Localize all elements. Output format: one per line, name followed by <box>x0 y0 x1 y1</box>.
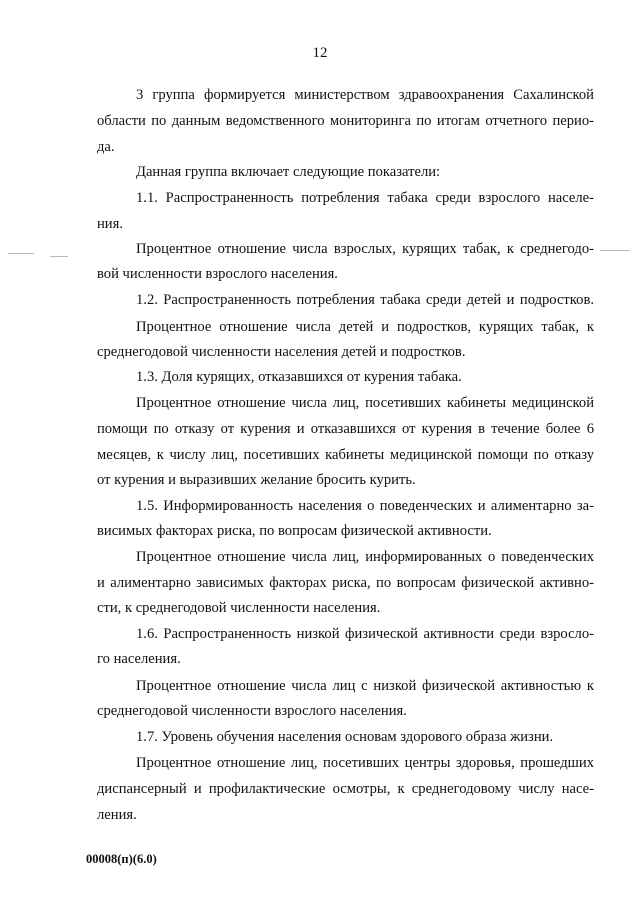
text-line: среднегодовой численности населения детей и подростков. <box>97 344 466 360</box>
text-line: и алиментарно зависимых факторах риска, по вопросам физической активно- <box>97 575 594 591</box>
text-line: 1.6. Распространенность низкой физической активности среди взросло- <box>136 626 594 642</box>
scan-artifact <box>8 253 34 254</box>
text-line: 1.7. Уровень обучения населения основам здорового образа жизни. <box>136 729 554 745</box>
text-line: помощи по отказу от курения и отказавшихся от курения в течение более 6 <box>97 421 594 437</box>
text-line: Процентное отношение числа взрослых, курящих табак, к среднегодо- <box>136 241 594 257</box>
text-line: 1.3. Доля курящих, отказавшихся от курения табака. <box>136 369 462 385</box>
text-line: да. <box>97 139 115 155</box>
text-line: 1.5. Информированность населения о поведенческих и алиментарно за- <box>136 498 594 514</box>
text-line: Процентное отношение числа лиц, информированных о поведенческих <box>136 549 594 565</box>
text-line: от курения и выразивших желание бросить курить. <box>97 472 416 488</box>
text-line: области по данным ведомственного мониторинга по итогам отчетного перио- <box>97 113 594 129</box>
text-line: го населения. <box>97 651 181 667</box>
text-line: вой численности взрослого населения. <box>97 266 338 282</box>
text-line: 1.1. Распространенность потребления табака среди взрослого населе- <box>136 190 594 206</box>
page-number: 12 <box>312 45 328 61</box>
text-line: Данная группа включает следующие показатели: <box>136 164 441 180</box>
text-line: среднегодовой численности взрослого населения. <box>97 703 407 719</box>
scan-artifact <box>600 250 630 251</box>
text-line: Процентное отношение числа детей и подростков, курящих табак, к <box>136 319 594 335</box>
text-line: Процентное отношение числа лиц, посетивших кабинеты медицинской <box>136 395 594 411</box>
text-line: 1.2. Распространенность потребления табака среди детей и подростков. <box>136 292 594 308</box>
text-line: Процентное отношение числа лиц с низкой физической активностью к <box>136 678 594 694</box>
text-line: диспансерный и профилактические осмотры, к среднегодовому числу насе- <box>97 781 594 797</box>
text-line: висимых факторах риска, по вопросам физической активности. <box>97 523 492 539</box>
text-line: сти, к среднегодовой численности населения. <box>97 600 381 616</box>
text-line: ления. <box>97 807 137 823</box>
footer-code: 00008(п)(6.0) <box>86 852 157 866</box>
text-line: ния. <box>97 216 123 232</box>
text-line: 3 группа формируется министерством здравоохранения Сахалинской <box>136 87 594 103</box>
text-line: Процентное отношение лиц, посетивших центры здоровья, прошедших <box>136 755 594 771</box>
text-line: месяцев, к числу лиц, посетивших кабинеты медицинской помощи по отказу <box>97 447 594 463</box>
scan-artifact <box>50 256 68 257</box>
